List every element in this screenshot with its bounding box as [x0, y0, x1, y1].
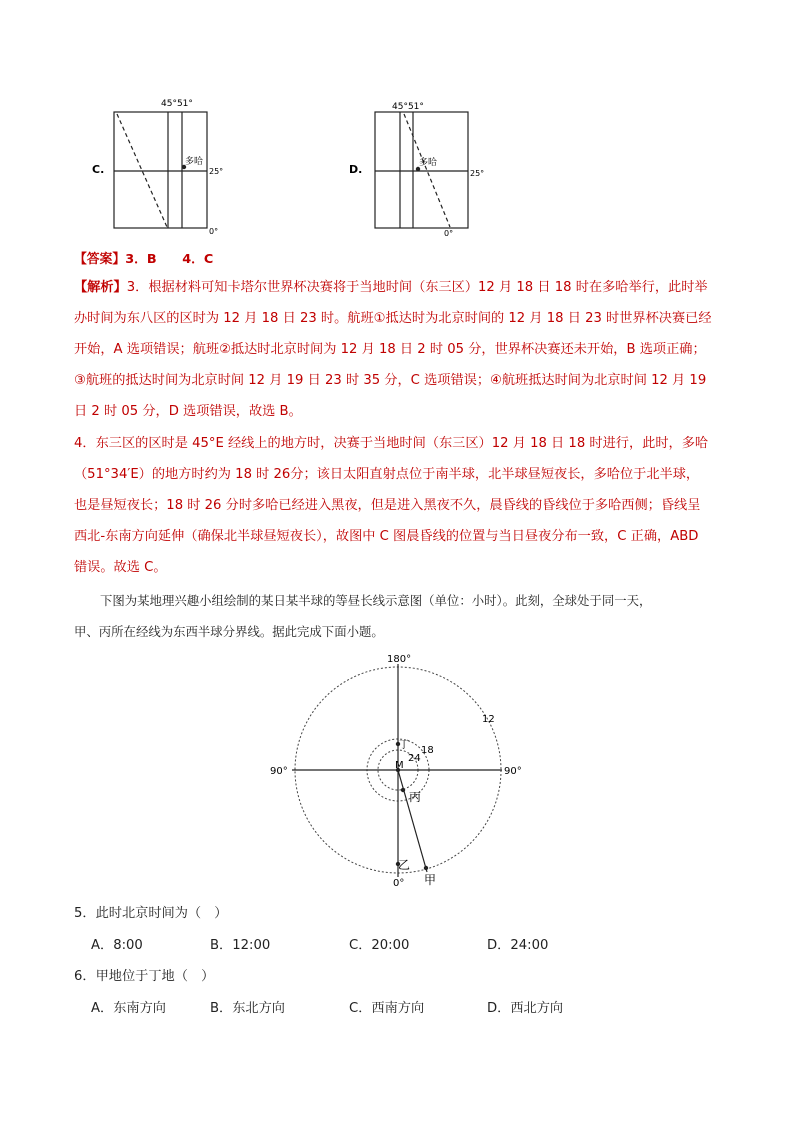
figure-c-equator-label: 0° — [209, 227, 219, 236]
jia-dot — [424, 866, 428, 870]
analysis-q3-text-2: 办时间为东八区的区时为 12 月 18 日 23 时。航班①抵达时为北京时间的 12 月 18 日 23 时世界杯决赛已经 — [74, 311, 712, 326]
figure-c-doha-label: 多哈 — [185, 157, 204, 167]
analysis-q4-text-4: 西北-东南方向延伸（确保北半球昼短夜长），故图中 C 图晨昏线的位置与当日昼夜分布一致，C 正确，ABD — [74, 529, 699, 544]
figure-d-diagram — [347, 96, 507, 240]
answer-text: 3．B 4．C — [125, 252, 214, 267]
label-90-right: 90° — [504, 766, 522, 777]
question-6-stem: 6．甲地位于丁地（ ） — [74, 969, 215, 984]
intro-line-1: 下图为某地理兴趣小组绘制的某日某半球的等昼长线示意图（单位：小时）。此刻，全球处于同一天， — [100, 593, 652, 608]
question-6-option-d[interactable]: D．西北方向 — [487, 1001, 564, 1016]
question-6-option-c[interactable]: C．西南方向 — [349, 1001, 425, 1016]
figure-d-option-label: D. — [349, 163, 363, 176]
label-24: 24 — [408, 753, 421, 764]
question-5-option-a[interactable]: A．8:00 — [91, 938, 143, 953]
analysis-line — [74, 272, 724, 303]
question-6-option-b[interactable]: B．东北方向 — [210, 1001, 285, 1016]
figure-option-c — [86, 96, 246, 240]
figure-c-meridian-label: 45°51° — [161, 99, 193, 109]
analysis-q4-text-2: （51°34′E）的地方时约为 18 时 26分；该日太阳直射点位于南半球，北半球昼短夜长，多哈位于北半球， — [74, 467, 700, 482]
figure-d-frame — [375, 112, 468, 228]
question-6-option-a[interactable]: A．东南方向 — [91, 1001, 166, 1016]
label-90-left: 90° — [270, 766, 288, 777]
polar-diagram — [262, 650, 532, 890]
analysis-q3-text-5: 日 2 时 05 分，D 选项错误，故选 B。 — [74, 404, 302, 419]
answer-label: 【答案】 — [74, 252, 126, 267]
label-0: 0° — [393, 878, 405, 889]
intro-line-2: 甲、丙所在经线为东西半球分界线。据此完成下面小题。 — [74, 624, 384, 639]
question-5-option-c[interactable]: C．20:00 — [349, 938, 410, 953]
analysis-q4-text-5: 错误。故选 C。 — [74, 560, 167, 575]
label-bing: 丙 — [409, 790, 422, 804]
figure-d-equator-label: 0° — [444, 229, 454, 238]
label-yi: 乙 — [398, 858, 411, 872]
analysis-q4-text-3: 也是昼短夜长；18 时 26 分时多哈已经进入黑夜，但是进入黑夜不久，晨昏线的昏线位于多哈西侧；昏线呈 — [74, 498, 701, 513]
analysis-q3-text-1: 3．根据材料可知卡塔尔世界杯决赛将于当地时间（东三区）12 月 18 日 18 时在多哈举行，此时举 — [126, 280, 708, 295]
analysis-q4-text-1: 4．东三区的区时是 45°E 经线上的地方时，决赛于当地时间（东三区）12 月 18 日 18 时进行，此时，多哈 — [74, 436, 709, 451]
question-5-option-d[interactable]: D．24:00 — [487, 938, 549, 953]
label-180: 180° — [387, 654, 412, 665]
isophote-polar-figure — [262, 650, 532, 890]
label-jia: 甲 — [424, 873, 437, 887]
bing-dot — [401, 788, 405, 792]
label-18: 18 — [421, 745, 434, 756]
meridian-jia-bing — [398, 770, 427, 872]
analysis-q3-text-4: ③航班的抵达时间为北京时间 12 月 19 日 23 时 35 分，C 选项错误；④航班抵达时间为北京时间 12 月 19 — [74, 373, 707, 388]
figure-d-doha-label: 多哈 — [419, 158, 438, 168]
figure-c-lat-label: 25° — [209, 167, 224, 176]
question-intro — [74, 585, 734, 647]
figure-c-diagram — [86, 96, 246, 240]
figure-c-frame — [114, 112, 207, 228]
analysis-q4 — [74, 428, 724, 583]
figure-d-lat-label: 25° — [470, 169, 485, 178]
label-m: M — [395, 760, 404, 771]
question-5-stem: 5．此时北京时间为（ ） — [74, 906, 228, 921]
analysis-q3 — [74, 272, 724, 427]
analysis-label: 【解析】 — [74, 280, 127, 295]
label-12: 12 — [482, 714, 495, 725]
figure-option-d — [347, 96, 507, 240]
figure-c-option-label: C. — [92, 163, 105, 176]
label-ding: 丁 — [399, 740, 409, 751]
question-5-option-b[interactable]: B．12:00 — [210, 938, 271, 953]
figure-d-meridian-label: 45°51° — [392, 102, 424, 112]
analysis-q3-text-3: 开始，A 选项错误；航班②抵达时北京时间为 12 月 18 日 2 时 05 分，世界杯决赛还未开始，B 选项正确； — [74, 342, 706, 357]
answer-line — [74, 248, 213, 267]
